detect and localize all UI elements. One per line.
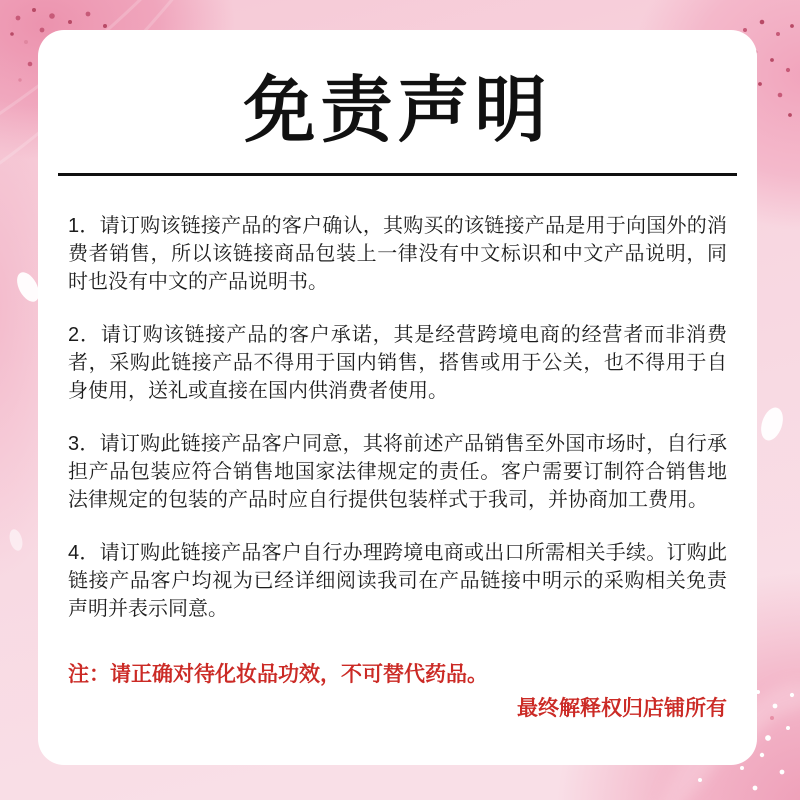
disclaimer-paragraph-3: 3．请订购此链接产品客户同意，其将前述产品销售至外国市场时，自行承担产品包装应符合销售地国家法律规定的责任。客户需要订制符合销售地法律规定的包装的产品时应自行提供包装样式于我司，并协商加工费用。 [68, 433, 727, 511]
cosmetics-note: 注：请正确对待化妆品功效，不可替代药品。 [68, 663, 488, 686]
page-title: 免责声明 [243, 71, 552, 151]
disclaimer-card [38, 30, 757, 765]
disclaimer-paragraph-1: 1．请订购该链接产品的客户确认，其购买的该链接产品是用于向国外的消费者销售，所以该链接商品包装上一律没有中文标识和中文产品说明，同时也没有中文的产品说明书。 [68, 215, 727, 293]
title-divider [58, 173, 737, 176]
interpretation-rights-note: 最终解释权归店铺所有 [517, 697, 727, 720]
disclaimer-body [68, 212, 727, 623]
disclaimer-paragraph-2: 2．请订购该链接产品的客户承诺，其是经营跨境电商的经营者而非消费者，采购此链接产品不得用于国内销售，搭售或用于公关，也不得用于自身使用，送礼或直接在国内供消费者使用。 [68, 324, 727, 402]
disclaimer-paragraph-4: 4．请订购此链接产品客户自行办理跨境电商或出口所需相关手续。订购此链接产品客户均视为已经详细阅读我司在产品链接中明示的采购相关免责声明并表示同意。 [68, 542, 727, 620]
